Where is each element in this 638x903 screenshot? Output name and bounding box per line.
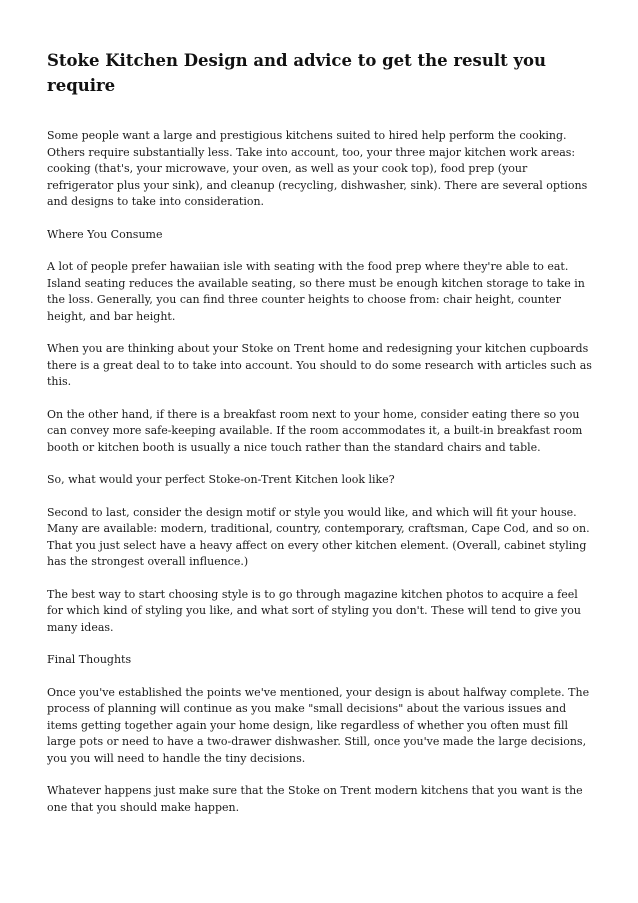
page-title: Stoke Kitchen Design and advice to get the result you require xyxy=(47,51,547,95)
section-heading-where-you-consume: Where You Consume xyxy=(47,227,163,241)
paragraph-breakfast-room: On the other hand, if there is a breakfast room next to your home, consider eating there so you can convey more safe-keeping available. If the room accommodates it, a built-in breakfast room booth or kitchen booth is usually a nice touch rather than the standard chairs and table. xyxy=(47,407,583,454)
document-body xyxy=(47,48,595,832)
paragraph-island-seating: A lot of people prefer hawaiian isle with seating with the food prep where they're able to eat. Island seating reduces the available seating, so there must be enough kitchen storage to take in the loss. Generally, you can find three counter heights to choose from: chair height, counter height, and bar height. xyxy=(47,260,585,323)
paragraph-perfect-kitchen-question: So, what would your perfect Stoke-on-Trent Kitchen look like? xyxy=(47,473,395,486)
paragraph-planning-process: Once you've established the points we've mentioned, your design is about halfway complete. The process of planning will continue as you make "small decisions" about the various issues and items getting together again your home design, like regardless of whether you often must fill large pots or need to have a two-drawer dishwasher. Still, once you've made the large decisions, you you will need to handle the tiny decisions. xyxy=(47,685,590,765)
paragraph-choosing-style: The best way to start choosing style is to go through magazine kitchen photos to acquire a feel for which kind of styling you like, and what sort of styling you don't. These will tend to give you many ideas. xyxy=(47,587,581,634)
paragraph-stoke-home: When you are thinking about your Stoke on Trent home and redesigning your kitchen cupboards there is a great deal to to take into account. You should to do some research with articles such as this. xyxy=(47,342,592,388)
section-heading-final-thoughts: Final Thoughts xyxy=(47,653,132,666)
paragraph-design-motif: Second to last, consider the design motif or style you would like, and which will fit your house. Many are available: modern, traditional, country, contemporary, craftsman, Cape Cod, and so on. That you just select have a heavy affect on every other kitchen element. (Overall, cabinet styling has the strongest overall influence.) xyxy=(47,505,590,568)
intro-paragraph: Some people want a large and prestigious kitchens suited to hired help perform the cooking. Others require substantially less. Take into account, too, your three major kitchen work areas: cooking (that's, your microwave, your oven, as well as your cook top), food prep (your refrigerator plus your sink), and cleanup (recycling, dishwasher, sink). There are several options and designs to take into consideration. xyxy=(47,129,588,208)
paragraph-conclusion: Whatever happens just make sure that the Stoke on Trent modern kitchens that you want is the one that you should make happen. xyxy=(47,784,583,814)
